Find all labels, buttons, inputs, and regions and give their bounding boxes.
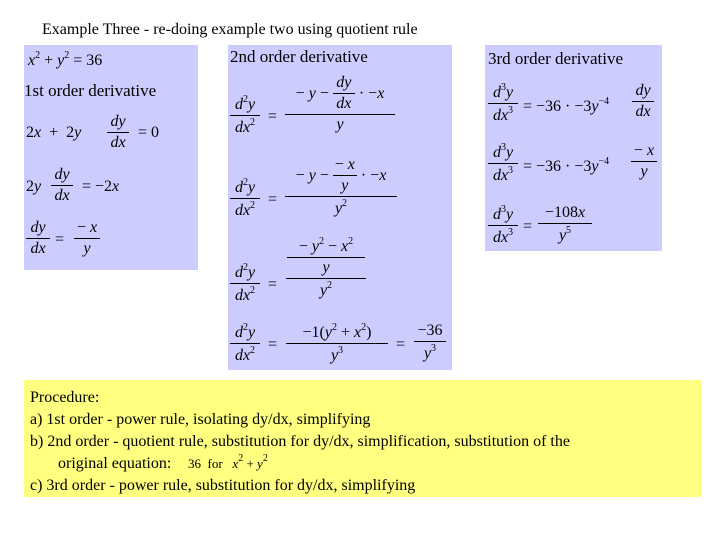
procedure-step-b: b) 2nd order - quotient rule, substitution for dy/dx, simplification, substitution of the <box>30 433 570 450</box>
second-derivative-heading: 2nd order derivative <box>230 47 368 66</box>
first-derivative-panel: $x^2 + y^2 = 36$ 1st order derivative 2x + 2y dy dx = 0 2y dy dx = −2x dy dx = − x y <box>24 45 198 270</box>
original-equation: $x^2 + y^2 = 36$ <box>28 50 103 69</box>
procedure-step-b-cont: original equation: <box>58 455 172 472</box>
third-derivative-heading: 3rd order derivative <box>488 49 623 68</box>
second-derivative-panel: 2nd order derivative $d^2y$ $dx^2$ = − y − dy dx · − x y $d^2y$ $dx^2$ = − y − − x y · − x $y^2$ $d^2y$ $dx^2$ = − $y^2 - x^2$ y $y^2$ $d^2y$ $dx^2$ = $-1(y^2 + x^2)$ $y^3$ = −36 $y^3$ <box>228 45 452 370</box>
third-derivative-panel: 3rd order derivative $d^3y$ $dx^3$ = $-36 \cdot -3y^{-4}$ dy dx $d^3y$ $dx^3$ = $-36 \cdot -3y^{-4}$ − x y $d^3y$ $dx^3$ = −108x $y^5$ <box>485 45 662 251</box>
page-title: Example Three - re-doing example two using quotient rule <box>42 21 418 38</box>
procedure-step-c: c) 3rd order - power rule, substitution for dy/dx, simplifying <box>30 477 416 494</box>
procedure-step-a: a) 1st order - power rule, isolating dy/dx, simplifying <box>30 411 371 428</box>
procedure-heading: Procedure: <box>30 389 100 406</box>
procedure-step-b-math: 36 for $x^2 + y^2$ <box>188 453 268 471</box>
first-derivative-heading: 1st order derivative <box>24 81 157 100</box>
procedure-box <box>24 380 701 497</box>
